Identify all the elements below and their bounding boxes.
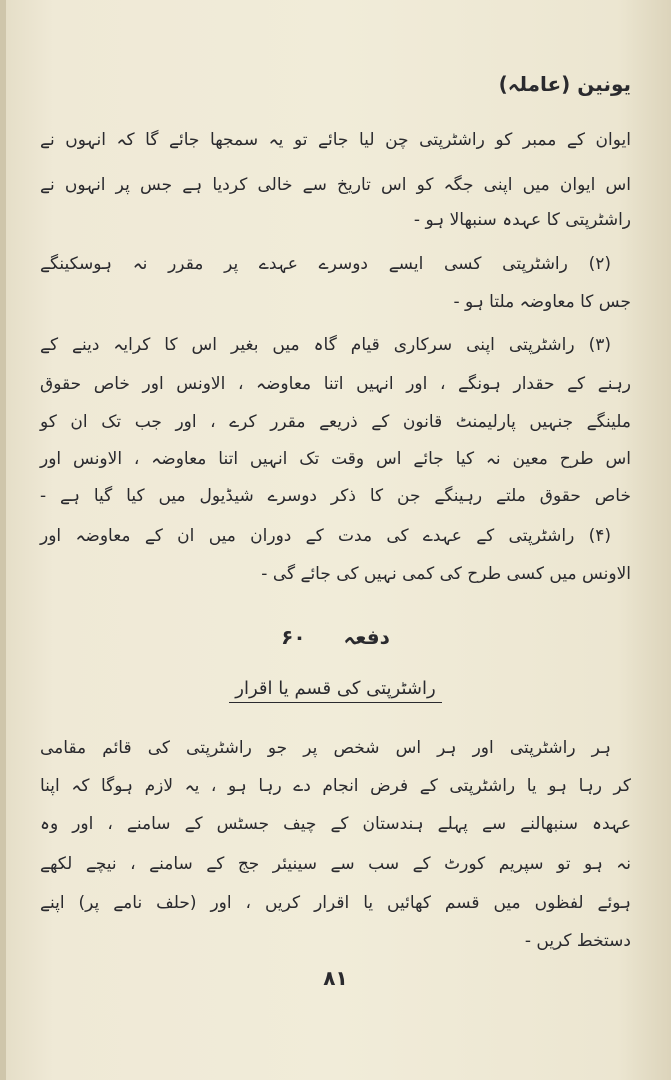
section-word: دفعہ [343, 625, 390, 649]
section-number: ۶۰ [281, 625, 306, 649]
oath-line: دستخط کریں - [524, 931, 631, 951]
section-heading [0, 625, 671, 649]
clause-2-line: (۲) راشٹرپتی کسی ایسے دوسرے عہدے پر مقرر نہ ہوسکینگے [40, 254, 611, 274]
oath-line: ہر راشٹرپتی اور ہر اس شخص پر جو راشٹرپتی کی قائم مقامی [40, 738, 611, 758]
text-line: راشٹرپتی کا عہدہ سنبھالا ہو - [413, 210, 631, 230]
text-line: ایوان کے ممبر کو راشٹرپتی چن لیا جائے تو یہ سمجھا جائے گا کہ انہوں نے [40, 130, 631, 150]
oath-line: عہدہ سنبھالنے سے پہلے ہندستان کے چیف جسٹس کے سامنے ، اور وہ [40, 814, 631, 834]
oath-line: کر رہا ہو یا راشٹرپتی کے فرض انجام دے رہا ہو ، یہ لازم ہوگا کہ اپنا [40, 776, 631, 796]
clause-3-line: (۳) راشٹرپتی اپنی سرکاری قیام گاہ میں بغیر اس کا کرایہ دینے کے [40, 335, 611, 355]
page-edge-shadow [0, 0, 6, 1080]
page-number: ۸۱ [323, 966, 348, 990]
oath-line: نہ ہو تو سپریم کورٹ کے سب سے سینیئر جج کے سامنے ، نیچے لکھے [40, 854, 631, 874]
clause-4-line: الاونس میں کسی طرح کی کمی نہیں کی جائے گی - [261, 564, 631, 584]
clause-3-line: خاص حقوق ملتے رہینگے جن کا ذکر دوسرے شیڈیول میں کیا گیا ہے - [40, 486, 631, 506]
oath-line: ہوئے لفظوں میں قسم کھائیں یا اقرار کریں ، اور (حلف نامے پر) اپنے [40, 893, 631, 913]
clause-2-line: جس کا معاوضہ ملتا ہو - [453, 292, 631, 312]
clause-4-line: (۴) راشٹرپتی کے عہدے کی مدت کے دوران میں ان کے معاوضہ اور [40, 526, 611, 546]
clause-3-line: اس طرح معین نہ کیا جائے اس وقت تک انہیں اتنا معاوضہ ، الاونس اور [40, 449, 631, 469]
text-line: اس ایوان میں اپنی جگہ کو اس تاریخ سے خالی کردیا ہے جس پر انہوں نے [40, 175, 631, 195]
running-header: یونین (عاملہ) [498, 72, 631, 96]
section-subtitle-text: راشٹرپتی کی قسم یا اقرار [229, 678, 441, 703]
section-subtitle [0, 678, 671, 699]
clause-3-line: ملینگے جنہیں پارلیمنٹ قانون کے ذریعے مقرر کرے ، اور جب تک ان کو [40, 412, 631, 432]
clause-3-line: رہنے کے حقدار ہونگے ، اور انہیں اتنا معاوضہ ، الاونس اور خاص حقوق [40, 374, 631, 394]
